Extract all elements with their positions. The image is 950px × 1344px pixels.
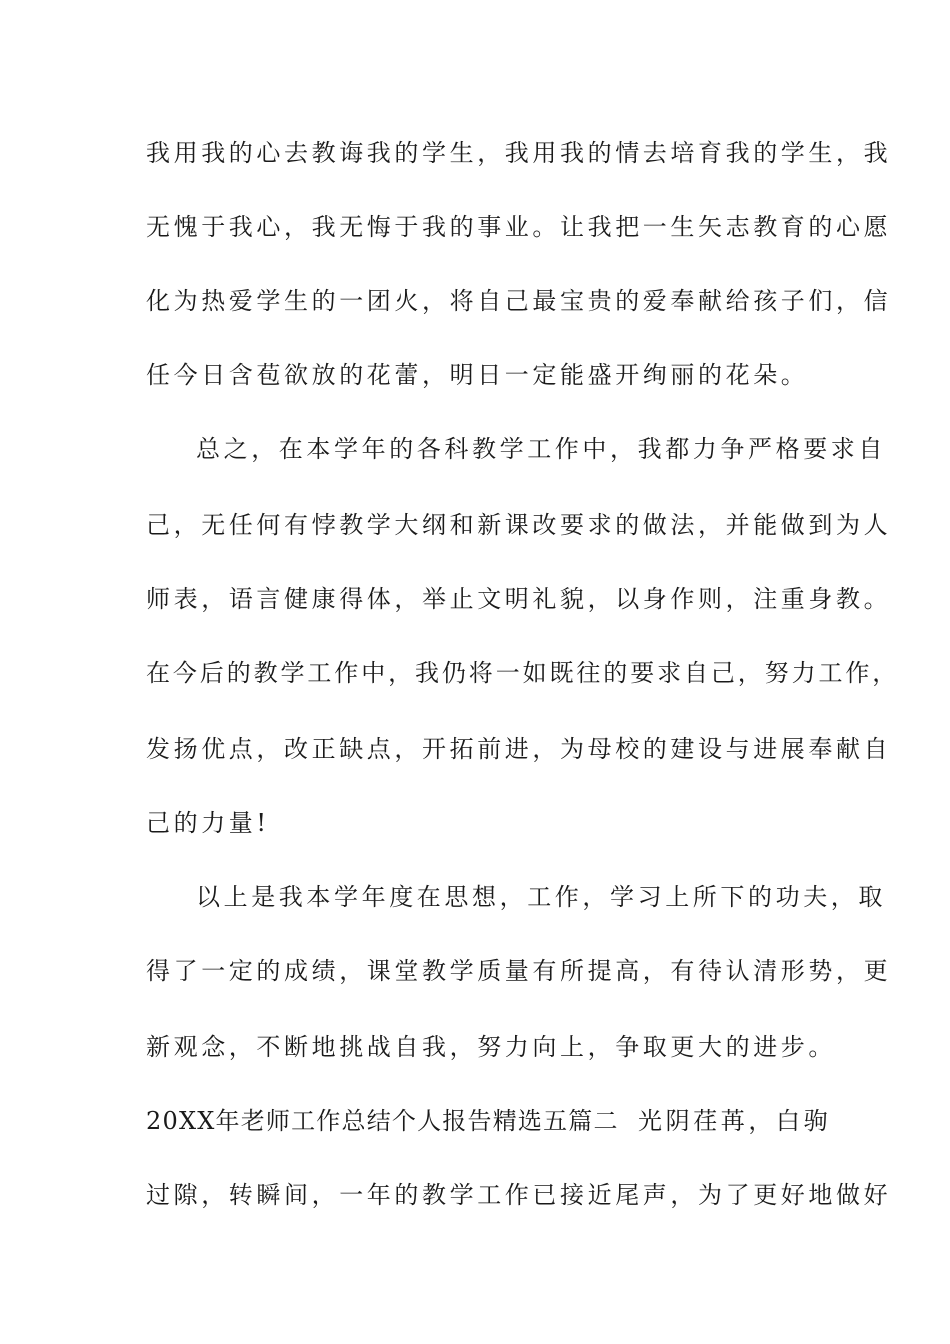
heading-tail-text: 光阴荏苒，白驹 bbox=[638, 1107, 832, 1135]
text-line-9: 发扬优点，改正缺点，开拓前进，为母校的建设与进展奉献自 bbox=[146, 735, 892, 763]
text-line-4: 任今日含苞欲放的花蕾，明日一定能盛开绚丽的花朵。 bbox=[146, 361, 809, 389]
text-line-12: 得了一定的成绩，课堂教学质量有所提高，有待认清形势，更 bbox=[146, 957, 892, 985]
section-heading: 20XX年老师工作总结个人报告精选五篇二 bbox=[146, 1107, 619, 1135]
text-line-6: 己，无任何有悖教学大纲和新课改要求的做法，并能做到为人 bbox=[146, 511, 892, 539]
text-line-13: 新观念，不断地挑战自我，努力向上，争取更大的进步。 bbox=[146, 1033, 836, 1061]
text-line-10: 己的力量! bbox=[146, 809, 270, 837]
text-line-8: 在今后的教学工作中，我仍将一如既往的要求自己，努力工作， bbox=[146, 659, 900, 687]
paragraph-start-conclusion: 以上是我本学年度在思想，工作，学习上所下的功夫，取 bbox=[196, 883, 886, 911]
text-line-7: 师表，语言健康得体，举止文明礼貌，以身作则，注重身教。 bbox=[146, 585, 892, 613]
paragraph-start-summary: 总之，在本学年的各科教学工作中，我都力争严格要求自 bbox=[196, 435, 886, 463]
text-line-15: 过隙，转瞬间，一年的教学工作已接近尾声，为了更好地做好 bbox=[146, 1181, 892, 1209]
text-line-2: 无愧于我心，我无悔于我的事业。让我把一生矢志教育的心愿 bbox=[146, 213, 892, 241]
text-line-1: 我用我的心去教诲我的学生，我用我的情去培育我的学生，我 bbox=[146, 139, 892, 167]
text-line-3: 化为热爱学生的一团火，将自己最宝贵的爱奉献给孩子们，信 bbox=[146, 287, 892, 315]
